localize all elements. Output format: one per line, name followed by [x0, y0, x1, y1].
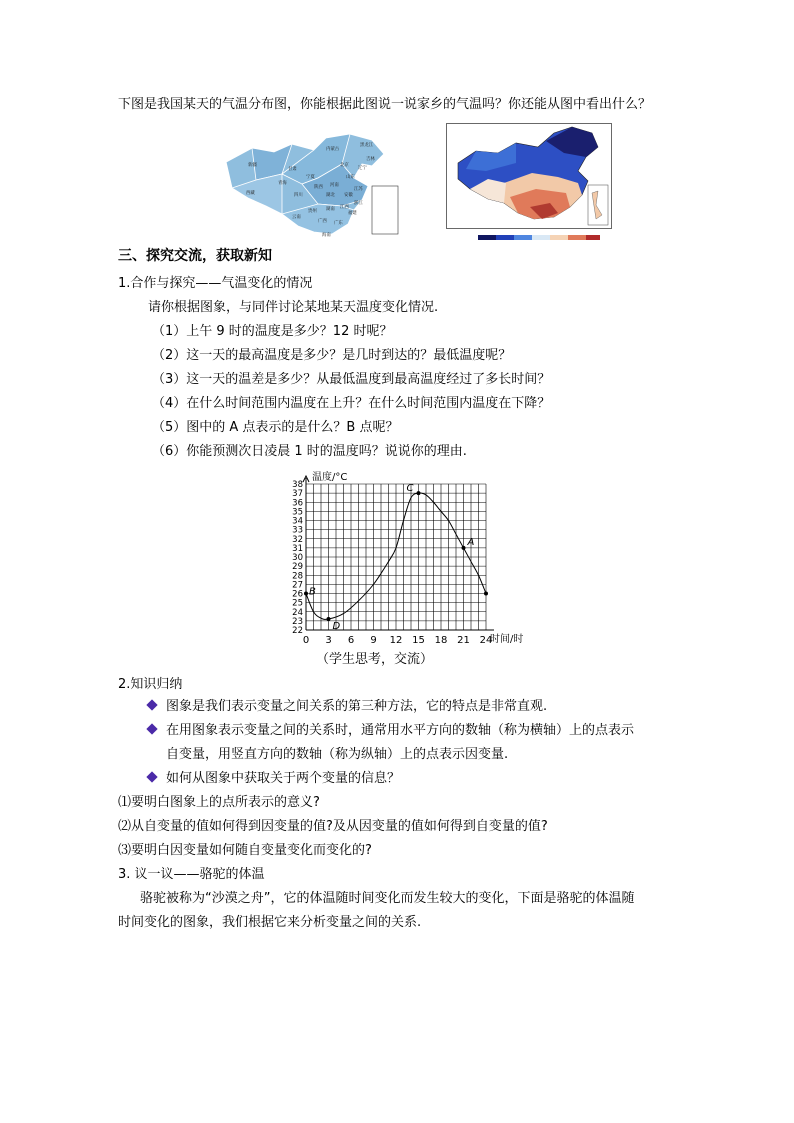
y-tick-label: 30 — [292, 553, 303, 563]
chart-point — [462, 546, 466, 550]
sub1-intro: 请你根据图象，与同伴讨论某地某天温度变化情况. — [148, 300, 439, 315]
y-tick-label: 29 — [292, 562, 303, 573]
question-1: （1）上午 9 时的温度是多少？12 时呢？ — [152, 324, 393, 339]
y-tick-labels — [292, 480, 303, 636]
x-tick-label: 3 — [325, 635, 332, 646]
y-tick-label: 22 — [292, 626, 303, 636]
map1-label: 云南 — [292, 215, 301, 220]
map1-label: 安徽 — [344, 193, 353, 198]
map1-label: 吉林 — [366, 157, 375, 162]
map1-label: 广东 — [334, 221, 343, 226]
map1-label: 江西 — [340, 205, 349, 210]
diamond-bullet-icon — [146, 723, 157, 734]
y-tick-label: 36 — [292, 498, 303, 509]
x-tick-label: 0 — [302, 635, 310, 646]
map1-label: 湖南 — [326, 207, 335, 212]
question-2: （2）这一天的最高温度是多少？是几时到达的？最低温度呢？ — [152, 348, 512, 363]
map1-label: 北京 — [340, 163, 349, 168]
chart-caption: （学生思考，交流） — [316, 652, 434, 667]
chart-point — [327, 617, 331, 621]
y-tick-label: 26 — [292, 589, 303, 600]
map1-label: 甘肃 — [288, 167, 297, 172]
bullet-3: 如何从图象中获取关于两个变量的信息？ — [148, 770, 400, 788]
map1-label: 青海 — [278, 181, 287, 186]
map1-label: 辽宁 — [358, 166, 367, 171]
y-tick-label: 34 — [292, 516, 303, 527]
map1-label: 宁夏 — [306, 175, 315, 180]
x-axis-label: 时间/时 — [490, 634, 524, 645]
y-tick-label: 33 — [292, 525, 303, 536]
map1-label: 西藏 — [246, 191, 255, 196]
map1-label: 浙江 — [354, 201, 363, 206]
y-tick-label: 24 — [292, 607, 303, 618]
y-tick-label: 23 — [292, 616, 303, 627]
sub3-title: 3. 议一议——骆驼的体温 — [118, 867, 265, 882]
bullet-2-cont: 自变量，用竖直方向的数轴（称为纵轴）上的点表示因变量. — [166, 747, 509, 762]
section3-title: 三、探究交流，获取新知 — [118, 248, 272, 264]
y-tick-label: 37 — [292, 489, 303, 500]
x-tick-label: 12 — [389, 635, 403, 646]
bullet-1: 图象是我们表示变量之间关系的第三种方法，它的特点是非常直观. — [148, 698, 547, 716]
chart-point — [484, 592, 488, 596]
question-4: （4）在什么时间范围内温度在上升？在什么时间范围内温度在下降？ — [152, 396, 551, 411]
temperature-distribution-map — [446, 123, 612, 245]
point-label: D — [332, 621, 341, 633]
x-tick-label: 21 — [457, 635, 470, 646]
y-tick-label: 25 — [292, 598, 303, 609]
y-tick-label: 28 — [292, 571, 303, 582]
chart-grid — [303, 476, 494, 633]
y-tick-label: 38 — [292, 480, 303, 490]
y-tick-label: 32 — [292, 534, 303, 545]
y-axis-label: 温度/°C — [312, 472, 348, 483]
y-tick-label: 35 — [292, 507, 303, 518]
map1-label: 湖北 — [326, 193, 335, 198]
map1-label: 广西 — [318, 219, 327, 224]
sub2-title: 2.知识归纳 — [118, 677, 183, 692]
map1-label: 新疆 — [248, 163, 257, 168]
camel-text-line1: 骆驼被称为“沙漠之舟”，它的体温随时间变化而发生较大的变化，下面是骆驼的体温随 — [140, 891, 635, 906]
info-item-2: ⑵从自变量的值如何得到因变量的值?及从因变量的值如何得到自变量的值? — [118, 819, 548, 834]
map1-label: 江苏 — [354, 187, 363, 192]
point-label: C — [406, 483, 414, 495]
x-tick-label: 9 — [370, 635, 377, 646]
point-label: B — [309, 586, 316, 598]
chart-point — [417, 491, 421, 495]
map1-label: 福建 — [348, 211, 357, 216]
question-3: （3）这一天的温差是多少？从最低温度到最高温度经过了多长时间？ — [152, 372, 551, 387]
map1-label: 山东 — [346, 175, 355, 180]
diamond-bullet-icon — [146, 771, 157, 782]
bullet-2: 在用图象表示变量之间的关系时，通常用水平方向的数轴（称为横轴）上的点表示 — [148, 722, 634, 740]
info-item-1: ⑴要明白图象上的点所表示的意义? — [118, 795, 320, 810]
question-5: （5）图中的 A 点表示的是什么？B 点呢？ — [152, 420, 399, 435]
x-tick-label: 15 — [412, 635, 425, 646]
china-province-map — [222, 134, 400, 240]
map1-label: 陕西 — [314, 185, 323, 190]
x-tick-labels — [303, 635, 493, 646]
camel-text-line2: 时间变化的图象，我们根据它来分析变量之间的关系. — [118, 915, 422, 930]
map1-label: 黑龙江 — [360, 143, 374, 148]
map1-label: 河南 — [330, 183, 339, 188]
info-item-3: ⑶要明白因变量如何随自变量变化而变化的? — [118, 843, 372, 858]
x-tick-label: 6 — [347, 635, 355, 646]
temperature-chart — [280, 470, 550, 650]
map1-label: 海南 — [322, 233, 331, 238]
chart-point — [304, 592, 308, 596]
point-label: A — [467, 536, 475, 548]
question-6: （6）你能预测次日凌晨 1 时的温度吗？说说你的理由. — [152, 444, 467, 459]
y-tick-label: 27 — [292, 580, 303, 591]
map1-label: 四川 — [294, 193, 303, 198]
sub1-title: 1.合作与探究——气温变化的情况 — [118, 276, 313, 291]
x-tick-label: 18 — [434, 635, 448, 646]
diamond-bullet-icon — [146, 699, 157, 710]
y-tick-label: 31 — [292, 543, 303, 554]
x-tick-label: 24 — [479, 635, 493, 646]
map1-label: 内蒙古 — [326, 147, 340, 152]
map1-label: 贵州 — [308, 209, 317, 214]
intro-paragraph: 下图是我国某天的气温分布图，你能根据此图说一说家乡的气温吗？你还能从图中看出什么？ — [118, 97, 652, 112]
